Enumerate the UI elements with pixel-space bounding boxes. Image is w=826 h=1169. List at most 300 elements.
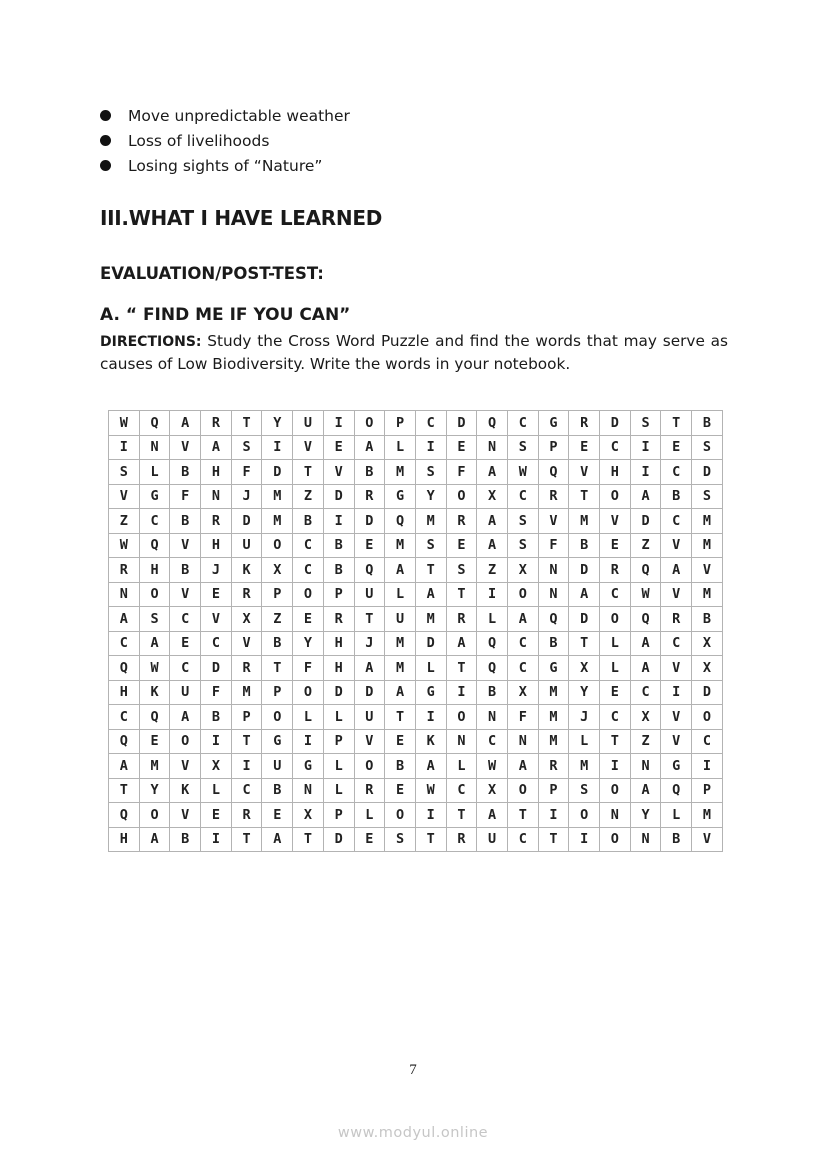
grid-cell: V (109, 484, 140, 509)
grid-cell: A (170, 705, 201, 730)
grid-cell: A (569, 582, 600, 607)
grid-cell: L (139, 460, 170, 485)
grid-cell: X (201, 754, 232, 779)
grid-cell: K (231, 558, 262, 583)
grid-cell: P (692, 778, 723, 803)
grid-cell: M (538, 705, 569, 730)
grid-cell: X (477, 484, 508, 509)
grid-cell: S (139, 607, 170, 632)
grid-cell: H (323, 656, 354, 681)
grid-cell: R (538, 754, 569, 779)
grid-cell: O (354, 754, 385, 779)
grid-cell: E (139, 729, 170, 754)
grid-cell: H (139, 558, 170, 583)
grid-cell: O (139, 803, 170, 828)
grid-cell: L (477, 607, 508, 632)
grid-cell: S (630, 411, 661, 436)
grid-cell: P (231, 705, 262, 730)
grid-cell: E (201, 582, 232, 607)
grid-cell: S (385, 827, 416, 852)
grid-cell: B (170, 460, 201, 485)
grid-cell: A (630, 778, 661, 803)
grid-cell: R (201, 509, 232, 534)
grid-cell: D (231, 509, 262, 534)
grid-cell: R (323, 607, 354, 632)
grid-cell: V (600, 509, 631, 534)
grid-cell: L (600, 656, 631, 681)
grid-cell: C (170, 656, 201, 681)
grid-cell: P (538, 778, 569, 803)
grid-cell: F (170, 484, 201, 509)
grid-cell: M (538, 680, 569, 705)
grid-cell: R (600, 558, 631, 583)
grid-cell: B (569, 533, 600, 558)
grid-cell: C (507, 827, 538, 852)
grid-cell: C (630, 680, 661, 705)
grid-cell: A (630, 631, 661, 656)
grid-cell: C (109, 631, 140, 656)
grid-row (109, 705, 723, 730)
bullet-list (100, 103, 350, 178)
grid-cell: A (139, 631, 170, 656)
grid-cell: N (139, 435, 170, 460)
grid-cell: T (415, 827, 446, 852)
grid-cell: Q (477, 656, 508, 681)
evaluation-title: EVALUATION/POST-TEST: (100, 264, 324, 283)
grid-cell: A (201, 435, 232, 460)
grid-cell: Y (293, 631, 324, 656)
grid-cell: R (354, 484, 385, 509)
grid-cell: Y (569, 680, 600, 705)
grid-cell: S (415, 460, 446, 485)
grid-cell: C (507, 484, 538, 509)
grid-cell: Q (630, 558, 661, 583)
grid-cell: V (692, 827, 723, 852)
grid-cell: J (569, 705, 600, 730)
grid-cell: M (385, 656, 416, 681)
grid-cell: O (600, 778, 631, 803)
grid-cell: E (569, 435, 600, 460)
grid-cell: B (354, 460, 385, 485)
grid-cell: D (354, 509, 385, 534)
grid-cell: S (569, 778, 600, 803)
grid-cell: V (661, 705, 692, 730)
grid-cell: X (262, 558, 293, 583)
grid-cell: I (630, 435, 661, 460)
grid-cell: O (385, 803, 416, 828)
grid-cell: C (600, 705, 631, 730)
grid-cell: A (415, 582, 446, 607)
grid-cell: T (538, 827, 569, 852)
grid-cell: J (231, 484, 262, 509)
grid-cell: V (201, 607, 232, 632)
grid-cell: N (477, 705, 508, 730)
grid-cell: O (354, 411, 385, 436)
grid-cell: T (661, 411, 692, 436)
grid-cell: O (600, 484, 631, 509)
grid-cell: U (170, 680, 201, 705)
grid-cell: A (415, 754, 446, 779)
grid-cell: G (385, 484, 416, 509)
grid-cell: O (446, 484, 477, 509)
grid-cell: Q (477, 411, 508, 436)
grid-cell: A (354, 435, 385, 460)
grid-cell: L (201, 778, 232, 803)
grid-cell: I (109, 435, 140, 460)
grid-cell: I (661, 680, 692, 705)
grid-cell: W (109, 533, 140, 558)
grid-cell: Z (630, 533, 661, 558)
grid-cell: M (692, 582, 723, 607)
grid-cell: L (323, 754, 354, 779)
grid-cell: M (692, 509, 723, 534)
grid-cell: S (507, 435, 538, 460)
grid-cell: C (231, 778, 262, 803)
grid-cell: B (293, 509, 324, 534)
grid-cell: G (293, 754, 324, 779)
grid-cell: N (630, 754, 661, 779)
grid-cell: I (477, 582, 508, 607)
grid-cell: E (385, 729, 416, 754)
grid-cell: L (354, 803, 385, 828)
watermark: www.modyul.online (337, 1125, 489, 1141)
grid-cell: I (231, 754, 262, 779)
grid-cell: B (661, 484, 692, 509)
grid-cell: C (692, 729, 723, 754)
grid-cell: H (109, 680, 140, 705)
grid-cell: T (354, 607, 385, 632)
grid-cell: V (170, 533, 201, 558)
grid-cell: H (201, 533, 232, 558)
grid-cell: D (323, 827, 354, 852)
grid-cell: E (600, 680, 631, 705)
grid-cell: B (262, 631, 293, 656)
grid-cell: N (446, 729, 477, 754)
grid-cell: L (323, 705, 354, 730)
grid-cell: T (415, 558, 446, 583)
grid-cell: A (507, 607, 538, 632)
grid-cell: N (538, 558, 569, 583)
grid-cell: B (170, 827, 201, 852)
grid-cell: V (661, 582, 692, 607)
grid-row (109, 656, 723, 681)
grid-cell: C (201, 631, 232, 656)
grid-cell: C (170, 607, 201, 632)
bullet-item: Losing sights of “Nature” (100, 153, 350, 178)
grid-cell: M (692, 533, 723, 558)
grid-cell: V (661, 729, 692, 754)
bullet-icon (100, 110, 111, 121)
grid-cell: A (630, 656, 661, 681)
grid-cell: O (293, 582, 324, 607)
grid-cell: N (507, 729, 538, 754)
grid-cell: U (293, 411, 324, 436)
grid-cell: O (262, 533, 293, 558)
grid-cell: E (385, 778, 416, 803)
grid-row (109, 754, 723, 779)
grid-cell: E (354, 533, 385, 558)
grid-cell: V (661, 533, 692, 558)
grid-cell: D (600, 411, 631, 436)
bullet-item: Move unpredictable weather (100, 103, 350, 128)
grid-cell: C (661, 631, 692, 656)
grid-cell: G (538, 411, 569, 436)
grid-cell: D (630, 509, 661, 534)
grid-cell: F (201, 680, 232, 705)
grid-cell: M (385, 631, 416, 656)
grid-cell: T (293, 460, 324, 485)
grid-row (109, 411, 723, 436)
grid-cell: T (262, 656, 293, 681)
grid-cell: N (630, 827, 661, 852)
grid-cell: V (170, 754, 201, 779)
grid-cell: I (600, 754, 631, 779)
grid-cell: R (201, 411, 232, 436)
grid-cell: I (446, 680, 477, 705)
grid-cell: C (293, 558, 324, 583)
grid-cell: W (507, 460, 538, 485)
grid-cell: X (293, 803, 324, 828)
grid-cell: E (201, 803, 232, 828)
grid-cell: N (293, 778, 324, 803)
grid-cell: Q (109, 729, 140, 754)
grid-cell: T (231, 827, 262, 852)
grid-cell: D (446, 411, 477, 436)
grid-cell: S (507, 533, 538, 558)
grid-cell: Q (109, 803, 140, 828)
grid-cell: C (661, 509, 692, 534)
grid-cell: P (323, 729, 354, 754)
grid-cell: O (139, 582, 170, 607)
grid-cell: U (231, 533, 262, 558)
grid-cell: V (692, 558, 723, 583)
grid-cell: M (231, 680, 262, 705)
grid-cell: C (109, 705, 140, 730)
grid-cell: A (385, 558, 416, 583)
grid-cell: Z (109, 509, 140, 534)
grid-cell: P (538, 435, 569, 460)
grid-cell: A (507, 754, 538, 779)
grid-cell: B (323, 533, 354, 558)
grid-row (109, 778, 723, 803)
grid-cell: U (354, 582, 385, 607)
grid-cell: X (507, 558, 538, 583)
grid-cell: Y (262, 411, 293, 436)
activity-title: A. “ FIND ME IF YOU CAN” (100, 305, 351, 325)
grid-cell: T (569, 631, 600, 656)
grid-cell: Y (415, 484, 446, 509)
grid-cell: X (630, 705, 661, 730)
grid-cell: I (201, 729, 232, 754)
grid-cell: R (446, 607, 477, 632)
grid-cell: D (354, 680, 385, 705)
grid-cell: N (600, 803, 631, 828)
grid-cell: Q (385, 509, 416, 534)
grid-cell: V (354, 729, 385, 754)
grid-cell: X (231, 607, 262, 632)
grid-cell: M (569, 754, 600, 779)
grid-cell: V (661, 656, 692, 681)
grid-cell: B (262, 778, 293, 803)
grid-cell: I (262, 435, 293, 460)
grid-cell: B (201, 705, 232, 730)
grid-cell: X (692, 656, 723, 681)
grid-cell: I (323, 509, 354, 534)
grid-cell: M (139, 754, 170, 779)
grid-cell: K (170, 778, 201, 803)
bullet-item: Loss of livelihoods (100, 128, 350, 153)
grid-cell: A (170, 411, 201, 436)
grid-cell: O (507, 778, 538, 803)
bullet-icon (100, 135, 111, 146)
grid-cell: B (692, 607, 723, 632)
grid-cell: R (569, 411, 600, 436)
directions-paragraph (100, 330, 728, 375)
grid-cell: I (538, 803, 569, 828)
grid-cell: L (661, 803, 692, 828)
grid-cell: V (231, 631, 262, 656)
grid-cell: I (630, 460, 661, 485)
grid-cell: A (109, 754, 140, 779)
grid-cell: V (323, 460, 354, 485)
grid-cell: R (109, 558, 140, 583)
grid-cell: C (661, 460, 692, 485)
page-number: 7 (409, 1062, 417, 1078)
grid-cell: I (415, 435, 446, 460)
grid-cell: J (354, 631, 385, 656)
grid-cell: A (139, 827, 170, 852)
grid-cell: X (507, 680, 538, 705)
grid-cell: F (446, 460, 477, 485)
grid-cell: R (354, 778, 385, 803)
grid-cell: M (692, 803, 723, 828)
grid-cell: E (354, 827, 385, 852)
grid-cell: I (201, 827, 232, 852)
grid-cell: X (692, 631, 723, 656)
grid-cell: C (477, 729, 508, 754)
grid-cell: N (538, 582, 569, 607)
grid-cell: Q (139, 533, 170, 558)
grid-cell: A (446, 631, 477, 656)
grid-cell: O (600, 607, 631, 632)
grid-cell: C (446, 778, 477, 803)
grid-cell: D (692, 460, 723, 485)
grid-cell: R (661, 607, 692, 632)
directions-label: DIRECTIONS: (100, 334, 202, 350)
grid-cell: A (661, 558, 692, 583)
grid-cell: D (323, 484, 354, 509)
grid-cell: T (446, 582, 477, 607)
grid-cell: D (569, 607, 600, 632)
bullet-icon (100, 160, 111, 171)
grid-cell: P (323, 803, 354, 828)
grid-cell: U (385, 607, 416, 632)
grid-cell: X (569, 656, 600, 681)
grid-cell: Y (630, 803, 661, 828)
grid-cell: L (293, 705, 324, 730)
grid-row (109, 803, 723, 828)
grid-cell: E (323, 435, 354, 460)
directions-text: Study the Cross Word Puzzle and find the words that may serve as causes of Low Biodiversity. Write the words in your notebook. (100, 332, 728, 373)
grid-cell: R (231, 803, 262, 828)
grid-cell: V (170, 582, 201, 607)
grid-cell: S (692, 484, 723, 509)
grid-cell: O (569, 803, 600, 828)
grid-cell: I (415, 803, 446, 828)
grid-cell: M (569, 509, 600, 534)
grid-row (109, 435, 723, 460)
grid-cell: G (538, 656, 569, 681)
grid-cell: W (139, 656, 170, 681)
grid-cell: S (692, 435, 723, 460)
grid-cell: W (630, 582, 661, 607)
grid-row (109, 509, 723, 534)
grid-row (109, 484, 723, 509)
grid-cell: G (139, 484, 170, 509)
grid-cell: D (201, 656, 232, 681)
grid-cell: C (507, 631, 538, 656)
grid-cell: J (201, 558, 232, 583)
grid-cell: L (323, 778, 354, 803)
grid-row (109, 533, 723, 558)
grid-cell: H (201, 460, 232, 485)
grid-cell: M (415, 607, 446, 632)
grid-cell: Q (661, 778, 692, 803)
grid-cell: G (661, 754, 692, 779)
grid-cell: M (385, 533, 416, 558)
grid-cell: H (600, 460, 631, 485)
grid-cell: C (600, 435, 631, 460)
grid-cell: B (323, 558, 354, 583)
grid-cell: I (415, 705, 446, 730)
grid-cell: R (231, 582, 262, 607)
grid-cell: Q (354, 558, 385, 583)
grid-cell: N (109, 582, 140, 607)
grid-cell: E (170, 631, 201, 656)
grid-cell: Q (139, 411, 170, 436)
grid-cell: K (139, 680, 170, 705)
grid-cell: R (446, 509, 477, 534)
grid-cell: Z (262, 607, 293, 632)
grid-row (109, 729, 723, 754)
grid-cell: M (385, 460, 416, 485)
grid-cell: D (415, 631, 446, 656)
grid-cell: L (415, 656, 446, 681)
grid-cell: O (446, 705, 477, 730)
grid-cell: I (323, 411, 354, 436)
grid-cell: A (477, 509, 508, 534)
grid-cell: G (415, 680, 446, 705)
grid-cell: T (231, 411, 262, 436)
grid-cell: C (600, 582, 631, 607)
grid-cell: C (415, 411, 446, 436)
section-title: III.WHAT I HAVE LEARNED (100, 206, 383, 230)
grid-cell: A (477, 533, 508, 558)
grid-cell: A (109, 607, 140, 632)
grid-cell: E (262, 803, 293, 828)
grid-cell: C (507, 656, 538, 681)
grid-cell: E (446, 533, 477, 558)
grid-cell: S (109, 460, 140, 485)
grid-cell: M (415, 509, 446, 534)
grid-cell: C (139, 509, 170, 534)
grid-cell: L (385, 582, 416, 607)
grid-cell: Q (630, 607, 661, 632)
grid-cell: I (569, 827, 600, 852)
grid-cell: L (569, 729, 600, 754)
grid-cell: T (109, 778, 140, 803)
grid-cell: V (293, 435, 324, 460)
